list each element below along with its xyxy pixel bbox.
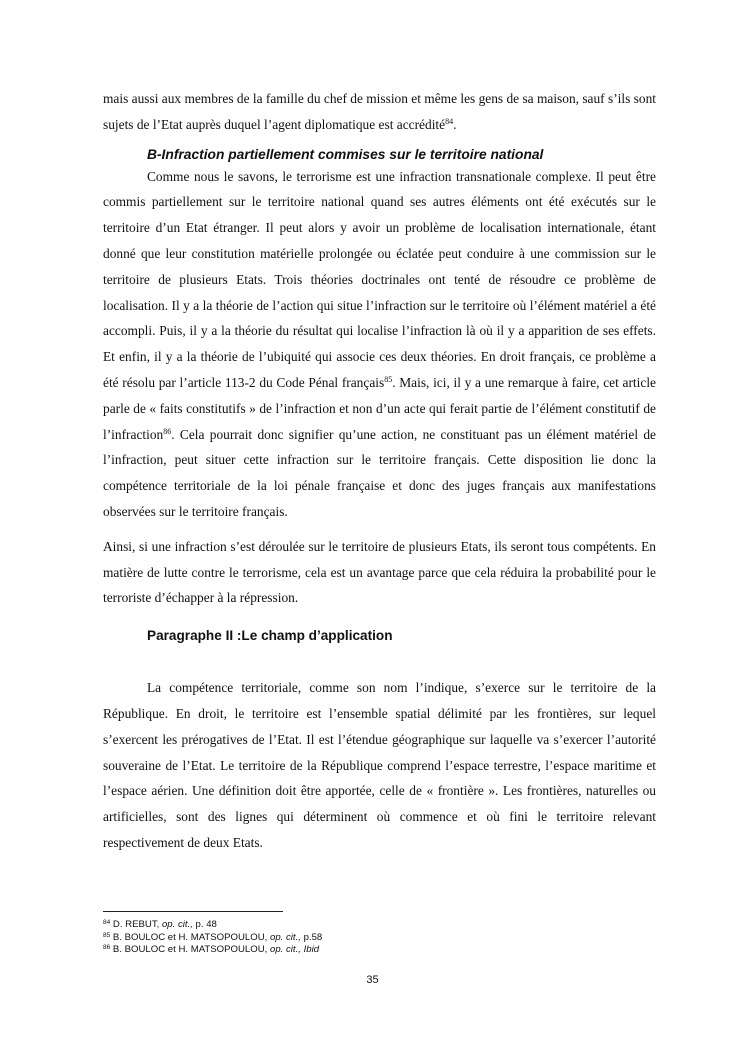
page-body	[103, 86, 656, 856]
paragraph-2: Comme nous le savons, le terrorisme est une infraction transnationale complexe. Il peut être commis partiellement sur le territoire national quand ses autres éléments ont été exécutés sur le territoire d’un Etat étranger. Il peut alors y avoir un problème de localisation internationale, étant donné que leur constitution matérielle prolongée ou éclatée peut conduire à une commission sur le territoire de plusieurs Etats. Trois théories doctrinales ont tenté de résoudre ce problème de localisation. Il y a la théorie de l’action qui situe l’infraction sur le territoire où l’élément matériel a été accompli. Puis, il y a la théorie du résultat qui localise l’infraction là où il y a apparition de ses effets. Et enfin, il y a la théorie de l’ubiquité qui associe ces deux théories. En droit français, ce problème a été résolu par l’article 113-2 du Code Pénal français$^{85}$. Mais, ici, il y a une remarque à faire, cet article parle de « faits constitutifs » de l’infraction et non d’un acte qui ferait partie de l’élément constitutif de l’infraction$^{86}$. Cela pourrait donc signifier qu’une action, ne constituant pas un élément matériel de l’infraction, peut situer cette infraction sur le territoire français. Cette disposition lie donc la compétence territoriale de la loi pénale française et donc des juges français aux manifestations observées sur le territoire français.	[103, 168, 656, 519]
page-number: 35	[366, 974, 379, 986]
footnote-ref-84[interactable]: 84	[445, 116, 454, 126]
paragraph-1: mais aussi aux membres de la famille du chef de mission et même les gens de sa maison, sauf s’ils sont sujets de l’Etat auprès duquel l’agent diplomatique est accrédité$^{84}$.	[103, 91, 656, 132]
section-heading-b: B-Infraction partiellement commises sur le territoire national	[147, 146, 544, 162]
footnote-ref-85[interactable]: 85	[384, 374, 393, 384]
paragraph-3: Ainsi, si une infraction s’est déroulée sur le territoire de plusieurs Etats, ils seront tous compétents. En matière de lutte contre le terrorisme, cela est un avantage parce que cela réduira la probabilité pour le terroriste d’échapper à la répression.	[103, 538, 656, 606]
footnote-ref-86[interactable]: 86	[163, 426, 172, 436]
footnote-86: $^{86}$ B. BOULOC et H. MATSOPOULOU, op. cit., Ibid	[103, 944, 320, 955]
footnote-85: $^{85}$ B. BOULOC et H. MATSOPOULOU, op. cit., p.58	[103, 931, 323, 943]
paragraph-heading-ii: Paragraphe II :Le champ d’application	[147, 628, 393, 644]
footnote-divider	[103, 911, 283, 912]
footnotes	[103, 919, 656, 957]
footnote-84: $^{84}$ D. REBUT, op. cit., p. 48	[103, 919, 217, 930]
paragraph-4: La compétence territoriale, comme son nom l’indique, s’exerce sur le territoire de la République. En droit, le territoire est l’ensemble spatial délimité par les frontières, sur lequel s’exercent les prérogatives de l’Etat. Il est l’étendue géographique sur laquelle va s’exercer l’autorité souveraine de l’Etat. Le territoire de la République comprend l’espace terrestre, l’espace maritime et l’espace aérien. Une définition doit être apportée, celle de « frontière ». Les frontières, naturelles ou artificielles, sont des lignes qui déterminent où commence et où fini le territoire relevant respectivement de deux Etats.	[103, 680, 656, 850]
